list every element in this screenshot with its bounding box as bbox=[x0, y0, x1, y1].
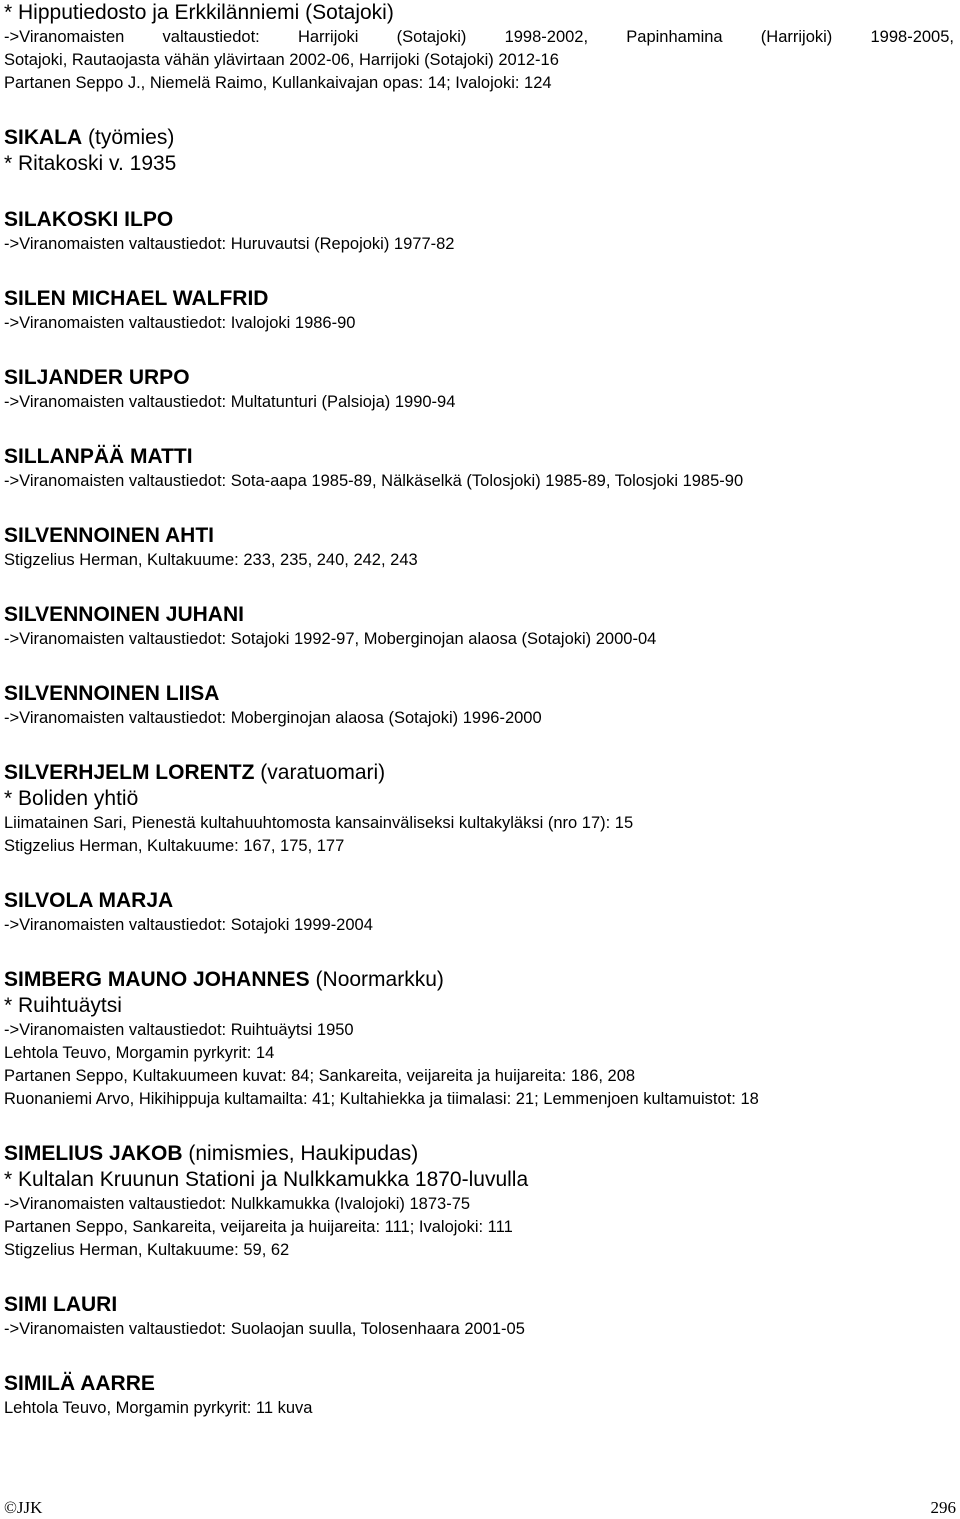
entry-line: ->Viranomaisten valtaustiedot: Huruvautsi (Repojoki) 1977-82 bbox=[4, 235, 455, 253]
entry-line: Liimatainen Sari, Pienestä kultahuuhtomosta kansainväliseksi kultakyläksi (nro 17): 15 bbox=[4, 814, 634, 832]
entry bbox=[4, 760, 954, 858]
entry-name: SILEN MICHAEL WALFRID bbox=[4, 287, 269, 310]
entry-line: Ruonaniemi Arvo, Hikihippuja kultamailta: 41; Kultahiekka ja tiimalasi: 21; Lemmenjoen kultamuistot: 18 bbox=[4, 1090, 759, 1108]
entry-name: SIMILÄ AARRE bbox=[4, 1372, 155, 1395]
heading-extra: (nimismies, Haukipudas) bbox=[182, 1142, 419, 1165]
entry-heading bbox=[4, 0, 954, 26]
entry-line: ->Viranomaisten valtaustiedot: Multatunturi (Palsioja) 1990-94 bbox=[4, 393, 456, 411]
entry-heading bbox=[4, 602, 954, 628]
entry-heading bbox=[4, 365, 954, 391]
page-footer bbox=[4, 1497, 956, 1519]
entry-name: SILJANDER URPO bbox=[4, 366, 190, 389]
entry-name: SILVERHJELM LORENTZ bbox=[4, 761, 255, 784]
entry-line: ->Viranomaisten valtaustiedot: Ivalojoki 1986-90 bbox=[4, 314, 356, 332]
entry bbox=[4, 125, 954, 177]
entry-heading bbox=[4, 125, 954, 151]
entry-star: * Boliden yhtiö bbox=[4, 787, 139, 810]
entry-line: Stigzelius Herman, Kultakuume: 233, 235, 240, 242, 243 bbox=[4, 551, 418, 569]
entry-star: * Ruihtuäytsi bbox=[4, 994, 122, 1017]
heading-extra: (varatuomari) bbox=[254, 761, 386, 784]
entry bbox=[4, 1292, 954, 1341]
entry-name: SIMELIUS JAKOB bbox=[4, 1142, 183, 1165]
entry-heading bbox=[4, 286, 954, 312]
heading-extra: (työmies) bbox=[82, 126, 175, 149]
entry-star: * Kultalan Kruunun Stationi ja Nulkkamukka 1870-luvulla bbox=[4, 1168, 529, 1191]
entry-line: Lehtola Teuvo, Morgamin pyrkyrit: 14 bbox=[4, 1044, 275, 1062]
entry-heading bbox=[4, 967, 954, 993]
entry-heading bbox=[4, 760, 954, 786]
entry-name: SILVOLA MARJA bbox=[4, 889, 174, 912]
entry-line: Lehtola Teuvo, Morgamin pyrkyrit: 11 kuva bbox=[4, 1399, 313, 1417]
entry bbox=[4, 207, 954, 256]
entry-line: ->Viranomaisten valtaustiedot: Suolaojan suulla, Tolosenhaara 2001-05 bbox=[4, 1320, 525, 1338]
entry-heading bbox=[4, 888, 954, 914]
entry-line: ->Viranomaisten valtaustiedot: Sotajoki 1992-97, Moberginojan alaosa (Sotajoki) 2000-04 bbox=[4, 630, 657, 648]
heading-extra: (Noormarkku) bbox=[309, 968, 444, 991]
entry-name: SILVENNOINEN LIISA bbox=[4, 682, 220, 705]
entry bbox=[4, 0, 954, 95]
entry bbox=[4, 681, 954, 730]
page-number: 296 bbox=[930, 1498, 956, 1517]
entry-line: Sotajoki, Rautaojasta vähän ylävirtaan 2002-06, Harrijoki (Sotajoki) 2012-16 bbox=[4, 51, 559, 69]
entry-name: SIKALA bbox=[4, 126, 83, 149]
entry-heading bbox=[4, 444, 954, 470]
entry-heading bbox=[4, 207, 954, 233]
entry-line: Stigzelius Herman, Kultakuume: 167, 175, 177 bbox=[4, 837, 345, 855]
entry-name: SILVENNOINEN JUHANI bbox=[4, 603, 244, 626]
entry bbox=[4, 365, 954, 414]
entry-name: SIMBERG MAUNO JOHANNES bbox=[4, 968, 310, 991]
entry bbox=[4, 967, 954, 1111]
entry bbox=[4, 1371, 954, 1420]
entry-line: ->Viranomaisten valtaustiedot: Harrijoki (Sotajoki) 1998-2002, Papinhamina (Harrijoki) 1998-2005, bbox=[4, 28, 954, 46]
entry-line: ->Viranomaisten valtaustiedot: Sota-aapa 1985-89, Nälkäselkä (Tolosjoki) 1985-89, Tolosjoki 1985-90 bbox=[4, 472, 744, 490]
entry-name: SILAKOSKI ILPO bbox=[4, 208, 174, 231]
entry bbox=[4, 444, 954, 493]
entry-name: SILVENNOINEN AHTI bbox=[4, 524, 215, 547]
entry-line: ->Viranomaisten valtaustiedot: Ruihtuäytsi 1950 bbox=[4, 1021, 354, 1039]
entry bbox=[4, 888, 954, 937]
entry-name: SILLANPÄÄ MATTI bbox=[4, 445, 193, 468]
entry-star: * Ritakoski v. 1935 bbox=[4, 152, 177, 175]
entry bbox=[4, 602, 954, 651]
entry-name: SIMI LAURI bbox=[4, 1293, 118, 1316]
entry-line: Partanen Seppo J., Niemelä Raimo, Kullankaivajan opas: 14; Ivalojoki: 124 bbox=[4, 74, 552, 92]
entry-heading bbox=[4, 1141, 954, 1167]
entry bbox=[4, 286, 954, 335]
entry-line: ->Viranomaisten valtaustiedot: Sotajoki 1999-2004 bbox=[4, 916, 373, 934]
entry-line: Partanen Seppo, Sankareita, veijareita ja huijareita: 111; Ivalojoki: 111 bbox=[4, 1218, 513, 1236]
entry bbox=[4, 523, 954, 572]
entry-heading bbox=[4, 523, 954, 549]
entry-line: Partanen Seppo, Kultakuumeen kuvat: 84; Sankareita, veijareita ja huijareita: 186, 208 bbox=[4, 1067, 636, 1085]
entry bbox=[4, 1141, 954, 1262]
entry-heading bbox=[4, 1292, 954, 1318]
entry-line: ->Viranomaisten valtaustiedot: Moberginojan alaosa (Sotajoki) 1996-2000 bbox=[4, 709, 542, 727]
entry-heading bbox=[4, 681, 954, 707]
heading-extra: * Hipputiedosto ja Erkkilänniemi (Sotajoki) bbox=[4, 1, 394, 24]
entry-heading bbox=[4, 1371, 954, 1397]
entry-line: ->Viranomaisten valtaustiedot: Nulkkamukka (Ivalojoki) 1873-75 bbox=[4, 1195, 471, 1213]
document-page bbox=[4, 0, 954, 1420]
entry-line: Stigzelius Herman, Kultakuume: 59, 62 bbox=[4, 1241, 290, 1259]
copyright-label: ©JJK bbox=[4, 1498, 43, 1517]
